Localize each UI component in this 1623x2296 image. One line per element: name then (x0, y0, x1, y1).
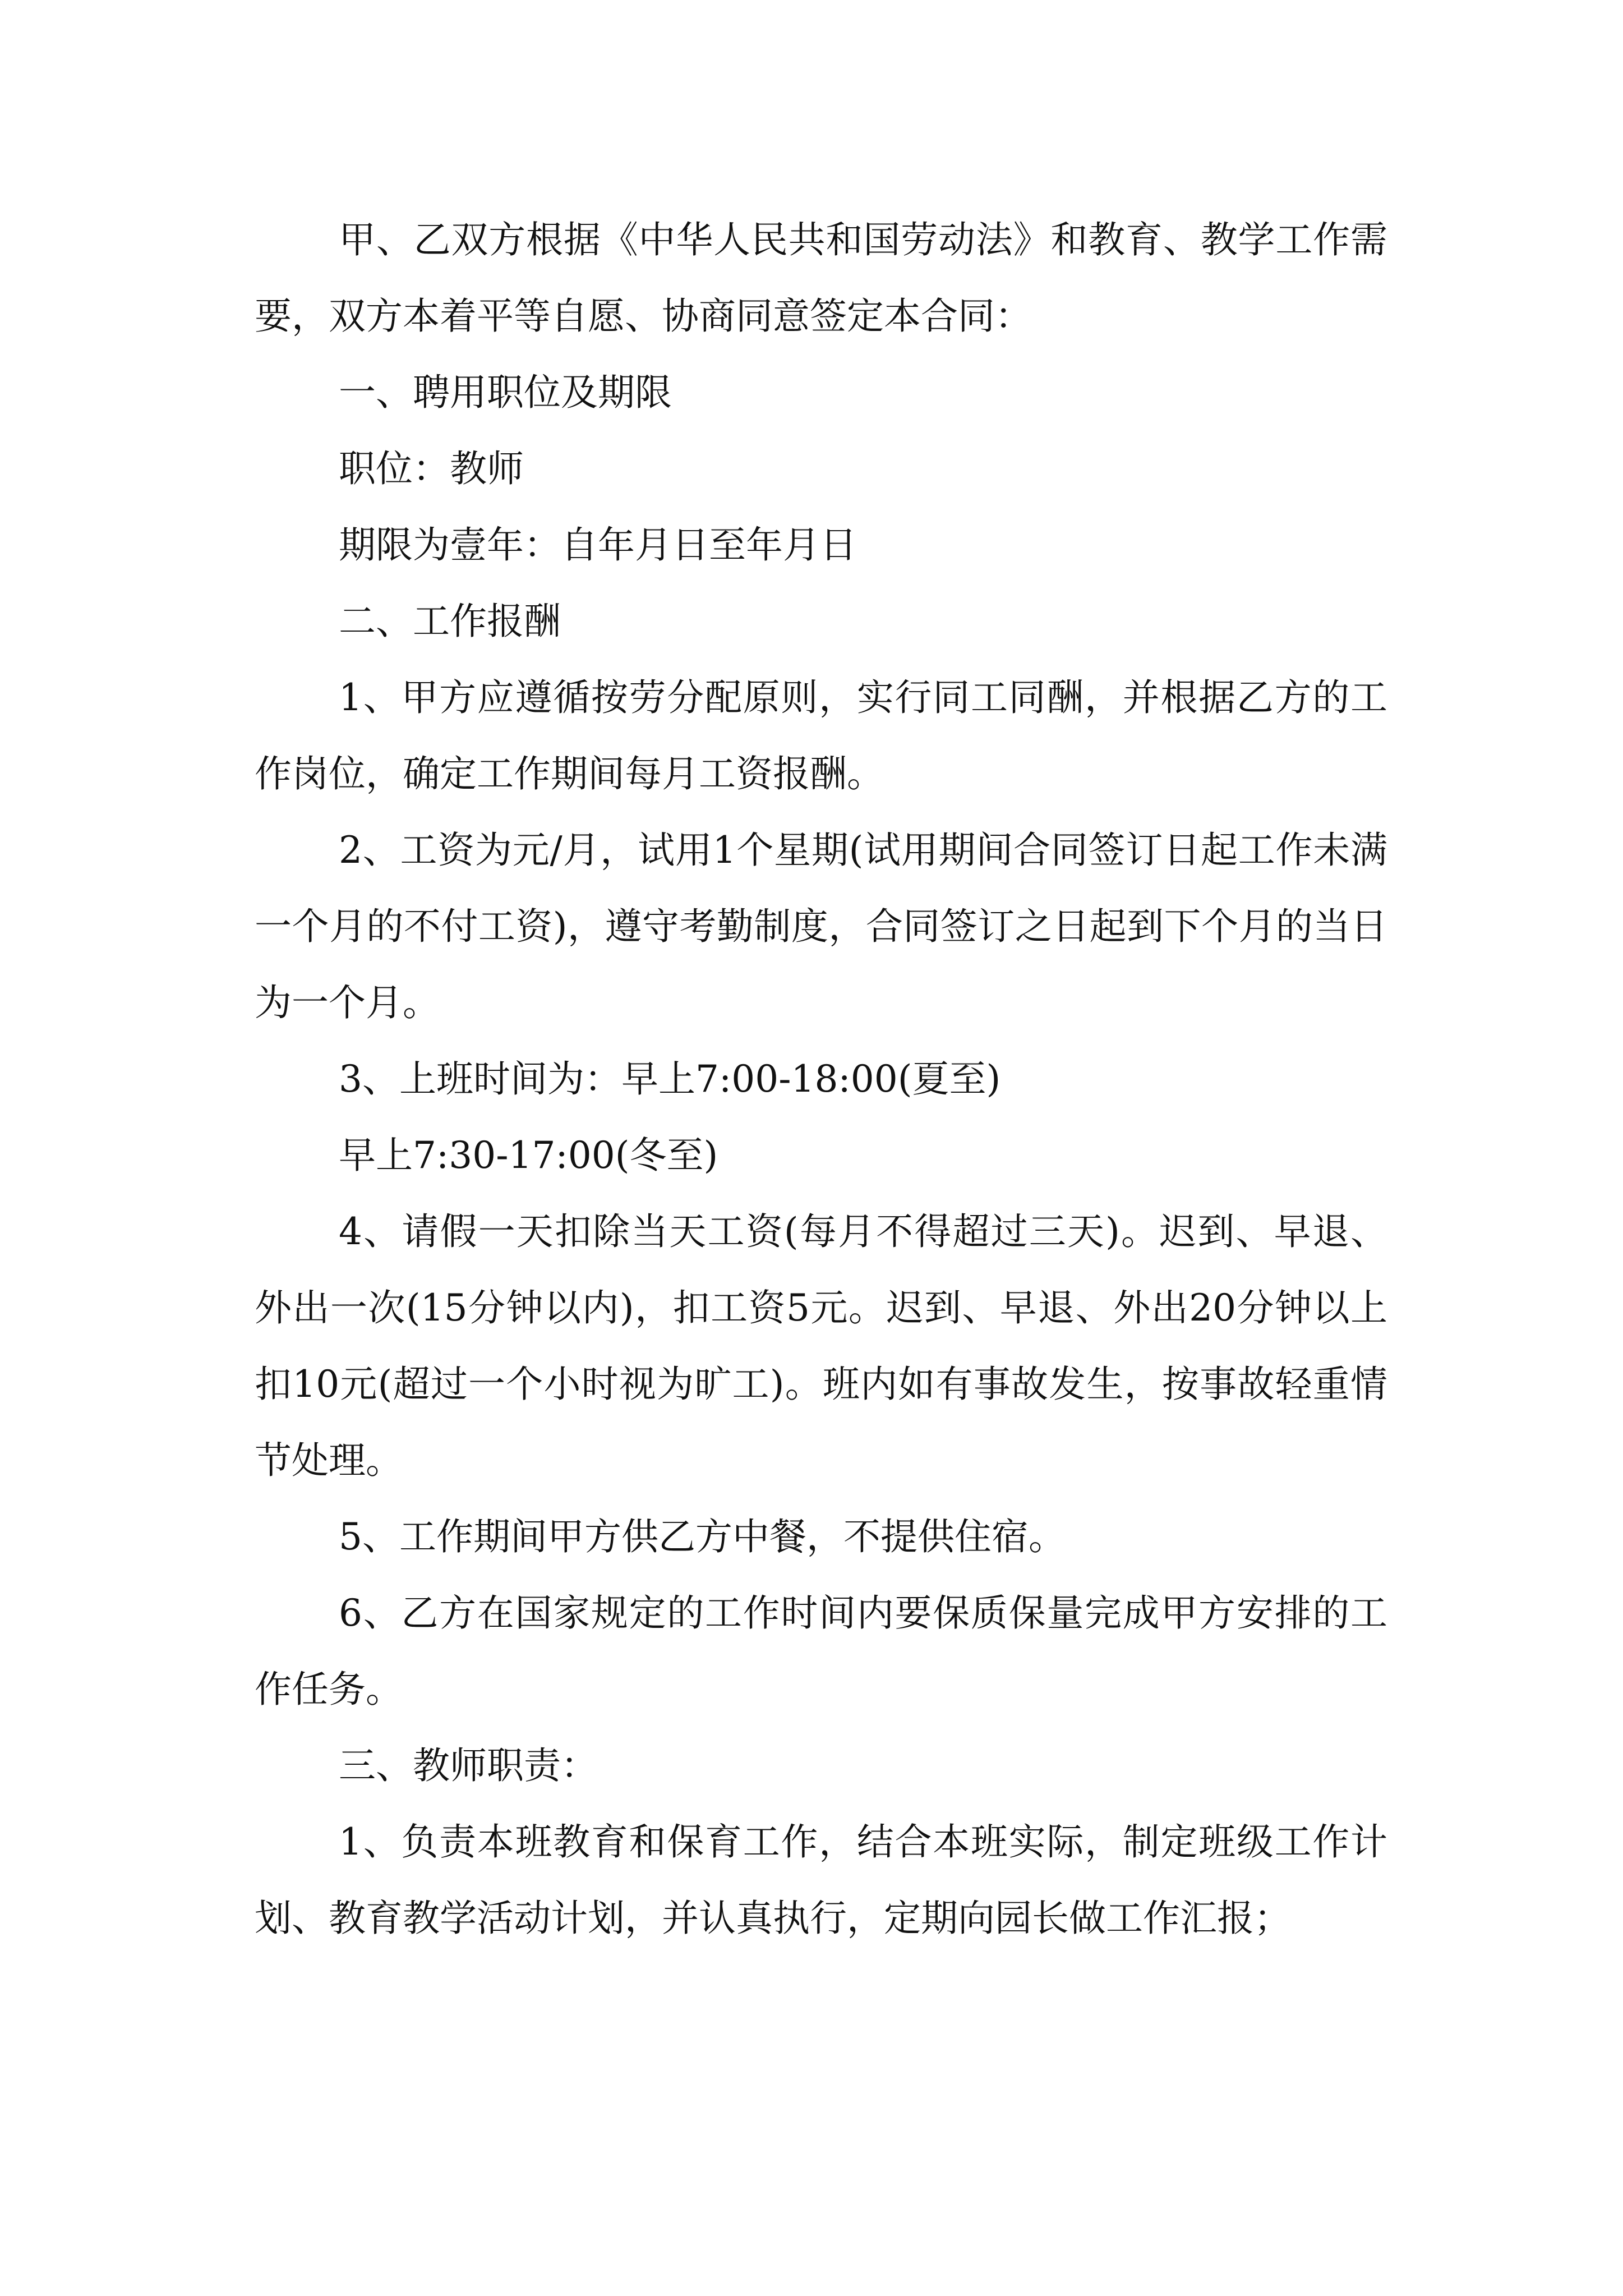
section-heading-compensation: 二、工作报酬 (339, 600, 561, 643)
compensation-clause-2: 2、工资为元/月，试用1个星期(试用期间合同签订日起工作未满一个月的不付工资)，遵守考勤制度，合同签订之日起到下个月的当日为一个月。 (255, 829, 1387, 1024)
duties-clause-1: 1、负责本班教育和保育工作，结合本班实际，制定班级工作计划、教育教学活动计划，并认真执行，定期向园长做工作汇报； (255, 1820, 1387, 1940)
section-heading-position-term: 一、聘用职位及期限 (339, 371, 672, 414)
contract-body (255, 202, 1387, 1957)
section-heading-duties: 三、教师职责： (339, 1744, 598, 1787)
compensation-clause-5: 5、工作期间甲方供乙方中餐，不提供住宿。 (339, 1515, 1066, 1558)
compensation-clause-1: 1、甲方应遵循按劳分配原则，实行同工同酬，并根据乙方的工作岗位，确定工作期间每月工资报酬。 (255, 676, 1387, 795)
term-line: 期限为壹年：自年月日至年月日 (339, 523, 857, 567)
compensation-clause-4: 4、请假一天扣除当天工资(每月不得超过三天)。迟到、早退、外出一次(15分钟以内)，扣工资5元。迟到、早退、外出20分钟以上扣10元(超过一个小时视为旷工)。班内如有事故发生，按事故轻重情节处理。 (255, 1210, 1387, 1482)
position-line: 职位：教师 (339, 447, 524, 490)
work-hours-winter: 早上7:30-17:00(冬至) (339, 1134, 718, 1177)
intro-paragraph: 甲、乙双方根据《中华人民共和国劳动法》和教育、教学工作需要，双方本着平等自愿、协商同意签定本合同： (255, 218, 1387, 338)
compensation-clause-3: 3、上班时间为：早上7:00-18:00(夏至) (339, 1057, 1001, 1101)
compensation-clause-6: 6、乙方在国家规定的工作时间内要保质保量完成甲方安排的工作任务。 (255, 1591, 1387, 1711)
